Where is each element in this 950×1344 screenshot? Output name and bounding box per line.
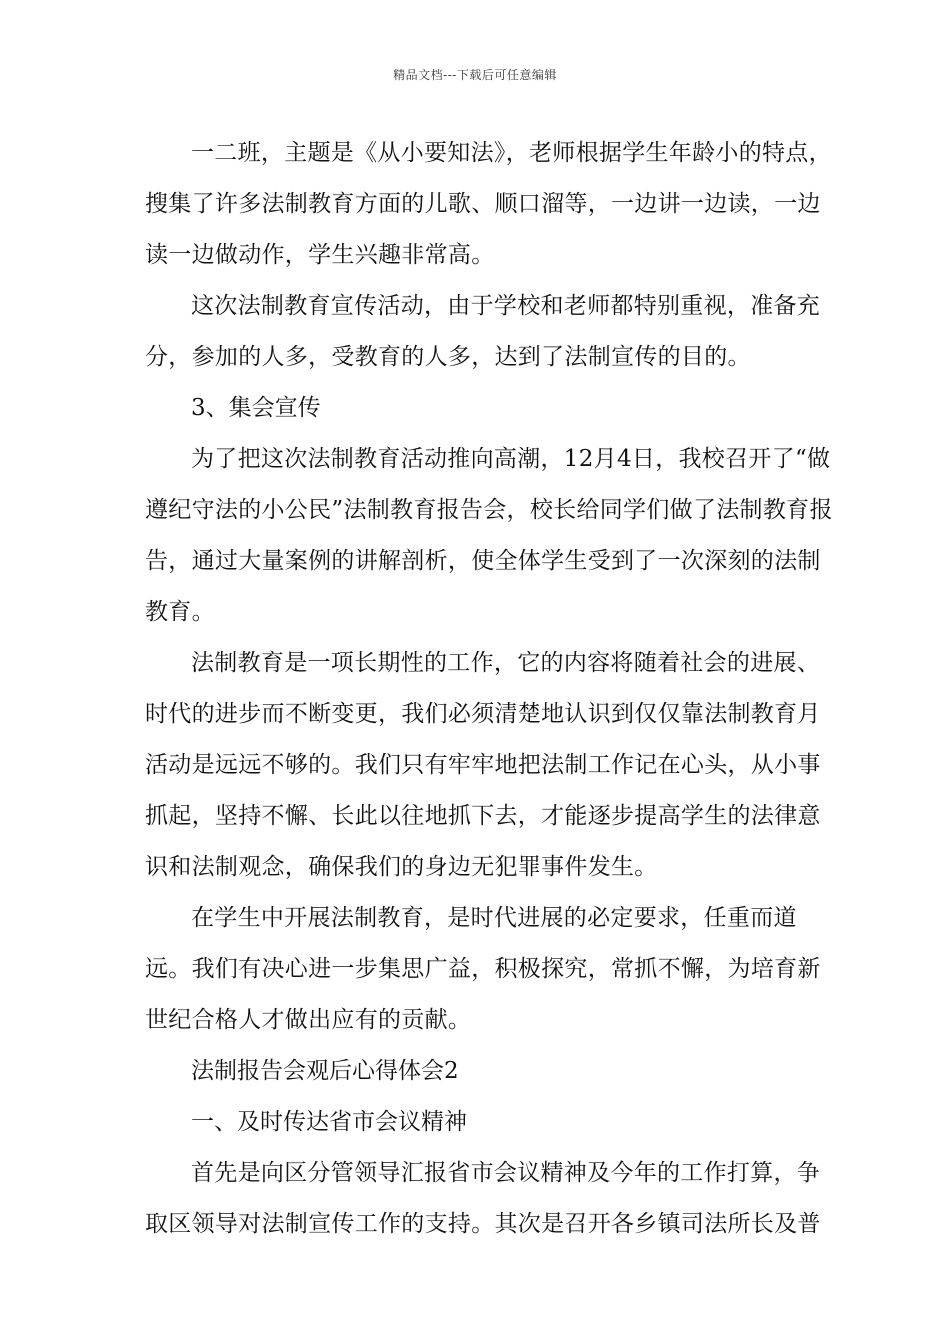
page-header: 精品文档---下载后可任意编辑 <box>393 68 557 82</box>
paragraph-1: 一二班，主题是《从小要知法》，老师根据学生年龄小的特点，搜集了许多法制教育方面的儿歌、顺口溜等，一边讲一边读，一边读一边做动作，学生兴趣非常高。 <box>145 140 832 268</box>
paragraph-5: 在学生中开展法制教育，是时代进展的必定要求，任重而道远。我们有决心进一步集思广益，积极探究，常抓不懈，为培育新世纪合格人才做出应有的贡献。 <box>145 905 821 1033</box>
paragraph-2: 这次法制教育宣传活动，由于学校和老师都特别重视，准备充分，参加的人多，受教育的人多，达到了法制宣传的目的。 <box>145 293 821 370</box>
document-body <box>145 128 835 1250</box>
paragraph-3: 为了把这次法制教育活动推向高潮，12月4日，我校召开了“做遵纪守法的小公民”法制教育报告会，校长给同学们做了法制教育报告，通过大量案例的讲解剖析，使全体学生受到了一次深刻的法制教育。 <box>145 446 833 625</box>
section-heading-assembly: 3、集会宣传 <box>191 395 321 421</box>
section-heading-meeting: 一、及时传达省市会议精神 <box>191 1109 467 1135</box>
article-title-2: 法制报告会观后心得体会2 <box>191 1058 459 1084</box>
paragraph-4: 法制教育是一项长期性的工作，它的内容将随着社会的进展、时代的进步而不断变更，我们必须清楚地认识到仅仅靠法制教育月活动是远远不够的。我们只有牢牢地把法制工作记在心头，从小事抓起，坚持不懈、长此以往地抓下去，才能逐步提高学生的法律意识和法制观念，确保我们的身边无犯罪事件发生。 <box>145 650 821 880</box>
paragraph-6: 首先是向区分管领导汇报省市会议精神及今年的工作打算，争取区领导对法制宣传工作的支持。其次是召开各乡镇司法所长及普 <box>145 1160 821 1237</box>
